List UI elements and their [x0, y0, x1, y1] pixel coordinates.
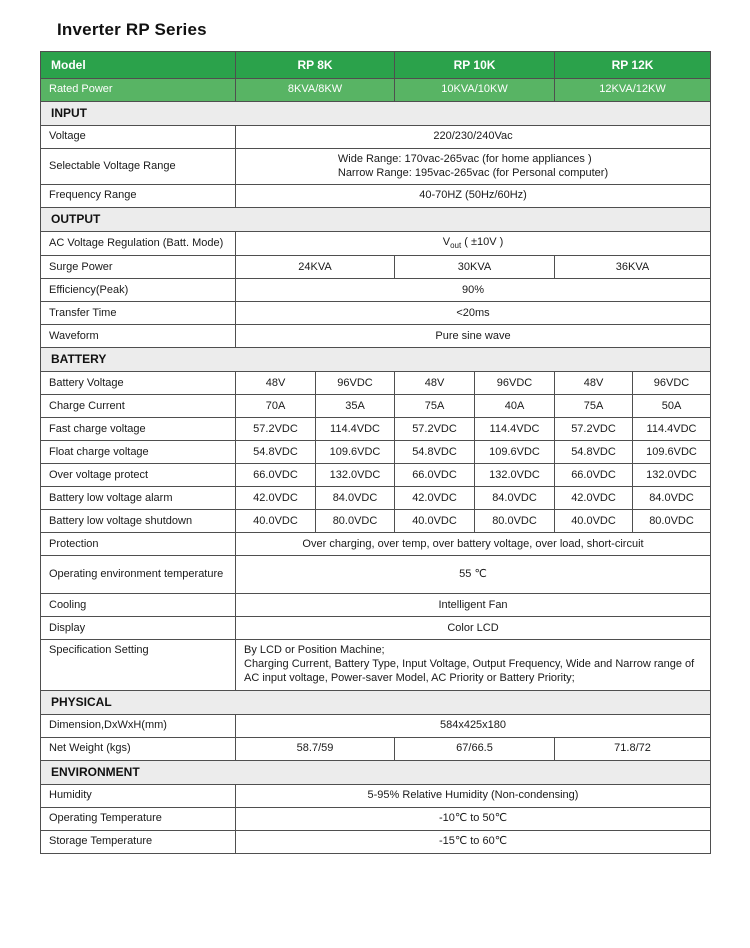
- float-charge-voltage-value-4: 109.6VDC: [475, 441, 555, 464]
- row-display: [41, 617, 711, 640]
- storage-temperature-label: Storage Temperature: [41, 830, 236, 853]
- charge-current-value-1: 70A: [236, 395, 316, 418]
- model-rp12k: RP 12K: [555, 52, 711, 79]
- ac-voltage-regulation-value: [236, 232, 711, 256]
- low-voltage-shutdown-value-4: 80.0VDC: [475, 510, 555, 533]
- fast-charge-voltage-value-6: 114.4VDC: [633, 418, 711, 441]
- vout-main: V: [442, 236, 451, 249]
- section-input-row: [41, 101, 711, 125]
- vout-sub: out: [450, 241, 462, 251]
- low-voltage-alarm-value-2: 84.0VDC: [316, 487, 395, 510]
- specification-setting-line1: By LCD or Position Machine;: [244, 644, 385, 657]
- model-rp10k: RP 10K: [395, 52, 555, 79]
- spec-table: [40, 51, 711, 854]
- fast-charge-voltage-value-3: 57.2VDC: [395, 418, 475, 441]
- storage-temperature-value: -15℃ to 60℃: [236, 830, 711, 853]
- row-cooling: [41, 594, 711, 617]
- low-voltage-shutdown-value-5: 40.0VDC: [555, 510, 633, 533]
- row-over-voltage-protect: [41, 464, 711, 487]
- float-charge-voltage-value-5: 54.8VDC: [555, 441, 633, 464]
- selectable-voltage-range-lines: [338, 153, 608, 181]
- dimension-value: 584x425x180: [236, 714, 711, 737]
- waveform-label: Waveform: [41, 325, 236, 348]
- row-charge-current: [41, 395, 711, 418]
- battery-voltage-value-5: 48V: [555, 372, 633, 395]
- over-voltage-protect-value-5: 66.0VDC: [555, 464, 633, 487]
- row-net-weight: [41, 737, 711, 760]
- row-surge-power: [41, 256, 711, 279]
- low-voltage-alarm-value-6: 84.0VDC: [633, 487, 711, 510]
- rated-power-rp10k: 10KVA/10KW: [395, 79, 555, 102]
- row-float-charge-voltage: [41, 441, 711, 464]
- section-environment-label: ENVIRONMENT: [41, 760, 711, 784]
- section-physical-row: [41, 690, 711, 714]
- section-output-row: [41, 208, 711, 232]
- efficiency-value: 90%: [236, 279, 711, 302]
- section-physical-label: PHYSICAL: [41, 690, 711, 714]
- battery-voltage-value-3: 48V: [395, 372, 475, 395]
- row-selectable-voltage-range: [41, 148, 711, 185]
- display-label: Display: [41, 617, 236, 640]
- cooling-value: Intelligent Fan: [236, 594, 711, 617]
- rated-power-rp8k: 8KVA/8KW: [236, 79, 395, 102]
- float-charge-voltage-value-3: 54.8VDC: [395, 441, 475, 464]
- section-battery-row: [41, 348, 711, 372]
- rated-power-row: [41, 79, 711, 102]
- float-charge-voltage-value-1: 54.8VDC: [236, 441, 316, 464]
- over-voltage-protect-label: Over voltage protect: [41, 464, 236, 487]
- display-value: Color LCD: [236, 617, 711, 640]
- wide-range-line: Wide Range: 170vac-265vac (for home appliances ): [337, 152, 592, 165]
- operating-env-temp-label: Operating environment temperature: [41, 556, 236, 594]
- row-voltage: [41, 125, 711, 148]
- low-voltage-alarm-value-3: 42.0VDC: [395, 487, 475, 510]
- battery-voltage-label: Battery Voltage: [41, 372, 236, 395]
- surge-power-rp12k: 36KVA: [555, 256, 711, 279]
- over-voltage-protect-value-6: 132.0VDC: [633, 464, 711, 487]
- model-header-row: [41, 52, 711, 79]
- humidity-value: 5-95% Relative Humidity (Non-condensing): [236, 784, 711, 807]
- over-voltage-protect-value-4: 132.0VDC: [475, 464, 555, 487]
- net-weight-rp12k: 71.8/72: [555, 737, 711, 760]
- row-frequency-range: [41, 185, 711, 208]
- battery-voltage-value-4: 96VDC: [475, 372, 555, 395]
- low-voltage-alarm-value-1: 42.0VDC: [236, 487, 316, 510]
- protection-label: Protection: [41, 533, 236, 556]
- selectable-voltage-range-label: Selectable Voltage Range: [41, 148, 236, 185]
- low-voltage-shutdown-value-3: 40.0VDC: [395, 510, 475, 533]
- float-charge-voltage-value-6: 109.6VDC: [633, 441, 711, 464]
- charge-current-value-6: 50A: [633, 395, 711, 418]
- fast-charge-voltage-label: Fast charge voltage: [41, 418, 236, 441]
- page-title: Inverter RP Series: [57, 20, 207, 39]
- protection-value: Over charging, over temp, over battery voltage, over load, short-circuit: [236, 533, 711, 556]
- row-protection: [41, 533, 711, 556]
- low-voltage-shutdown-value-1: 40.0VDC: [236, 510, 316, 533]
- surge-power-label: Surge Power: [41, 256, 236, 279]
- net-weight-label: Net Weight (kgs): [41, 737, 236, 760]
- row-low-voltage-shutdown: [41, 510, 711, 533]
- specification-setting-value: [236, 640, 711, 690]
- row-waveform: [41, 325, 711, 348]
- specification-setting-line2: Charging Current, Battery Type, Input Voltage, Output Frequency, Wide and Narrow range of AC input voltage, Power-saver Model, AC Priority or Battery Priority;: [244, 658, 695, 684]
- section-output-label: OUTPUT: [41, 208, 711, 232]
- low-voltage-alarm-value-5: 42.0VDC: [555, 487, 633, 510]
- row-storage-temperature: [41, 830, 711, 853]
- row-humidity: [41, 784, 711, 807]
- float-charge-voltage-label: Float charge voltage: [41, 441, 236, 464]
- humidity-label: Humidity: [41, 784, 236, 807]
- transfer-time-label: Transfer Time: [41, 302, 236, 325]
- low-voltage-alarm-label: Battery low voltage alarm: [41, 487, 236, 510]
- fast-charge-voltage-value-5: 57.2VDC: [555, 418, 633, 441]
- ac-voltage-regulation-label: AC Voltage Regulation (Batt. Mode): [41, 232, 236, 256]
- narrow-range-line: Narrow Range: 195vac-265vac (for Personal computer): [337, 166, 609, 179]
- net-weight-rp8k: 58.7/59: [236, 737, 395, 760]
- efficiency-label: Efficiency(Peak): [41, 279, 236, 302]
- waveform-value: Pure sine wave: [236, 325, 711, 348]
- rated-power-label: Rated Power: [41, 79, 236, 102]
- voltage-label: Voltage: [41, 125, 236, 148]
- surge-power-rp8k: 24KVA: [236, 256, 395, 279]
- fast-charge-voltage-value-4: 114.4VDC: [475, 418, 555, 441]
- row-low-voltage-alarm: [41, 487, 711, 510]
- operating-env-temp-value: 55 ℃: [236, 556, 711, 594]
- fast-charge-voltage-value-2: 114.4VDC: [316, 418, 395, 441]
- model-rp8k: RP 8K: [236, 52, 395, 79]
- section-input-label: INPUT: [41, 101, 711, 125]
- surge-power-rp10k: 30KVA: [395, 256, 555, 279]
- row-efficiency: [41, 279, 711, 302]
- charge-current-label: Charge Current: [41, 395, 236, 418]
- over-voltage-protect-value-3: 66.0VDC: [395, 464, 475, 487]
- dimension-label: Dimension,DxWxH(mm): [41, 714, 236, 737]
- selectable-voltage-range-value: [236, 148, 711, 185]
- net-weight-rp10k: 67/66.5: [395, 737, 555, 760]
- section-battery-label: BATTERY: [41, 348, 711, 372]
- fast-charge-voltage-value-1: 57.2VDC: [236, 418, 316, 441]
- transfer-time-value: <20ms: [236, 302, 711, 325]
- row-transfer-time: [41, 302, 711, 325]
- specification-setting-label: Specification Setting: [41, 640, 236, 690]
- row-dimension: [41, 714, 711, 737]
- voltage-value: 220/230/240Vac: [236, 125, 711, 148]
- battery-voltage-value-2: 96VDC: [316, 372, 395, 395]
- over-voltage-protect-value-2: 132.0VDC: [316, 464, 395, 487]
- section-environment-row: [41, 760, 711, 784]
- charge-current-value-3: 75A: [395, 395, 475, 418]
- model-header-label: Model: [41, 52, 236, 79]
- low-voltage-shutdown-label: Battery low voltage shutdown: [41, 510, 236, 533]
- row-battery-voltage: [41, 372, 711, 395]
- operating-temperature-label: Operating Temperature: [41, 807, 236, 830]
- float-charge-voltage-value-2: 109.6VDC: [316, 441, 395, 464]
- low-voltage-alarm-value-4: 84.0VDC: [475, 487, 555, 510]
- frequency-range-label: Frequency Range: [41, 185, 236, 208]
- row-specification-setting: [41, 640, 711, 690]
- over-voltage-protect-value-1: 66.0VDC: [236, 464, 316, 487]
- vout-rest: ( ±10V ): [461, 236, 504, 249]
- low-voltage-shutdown-value-2: 80.0VDC: [316, 510, 395, 533]
- charge-current-value-4: 40A: [475, 395, 555, 418]
- row-operating-env-temp: [41, 556, 711, 594]
- operating-temperature-value: -10℃ to 50℃: [236, 807, 711, 830]
- frequency-range-value: 40-70HZ (50Hz/60Hz): [236, 185, 711, 208]
- charge-current-value-5: 75A: [555, 395, 633, 418]
- row-fast-charge-voltage: [41, 418, 711, 441]
- battery-voltage-value-1: 48V: [236, 372, 316, 395]
- cooling-label: Cooling: [41, 594, 236, 617]
- battery-voltage-value-6: 96VDC: [633, 372, 711, 395]
- charge-current-value-2: 35A: [316, 395, 395, 418]
- row-ac-voltage-regulation: [41, 232, 711, 256]
- low-voltage-shutdown-value-6: 80.0VDC: [633, 510, 711, 533]
- row-operating-temperature: [41, 807, 711, 830]
- rated-power-rp12k: 12KVA/12KW: [555, 79, 711, 102]
